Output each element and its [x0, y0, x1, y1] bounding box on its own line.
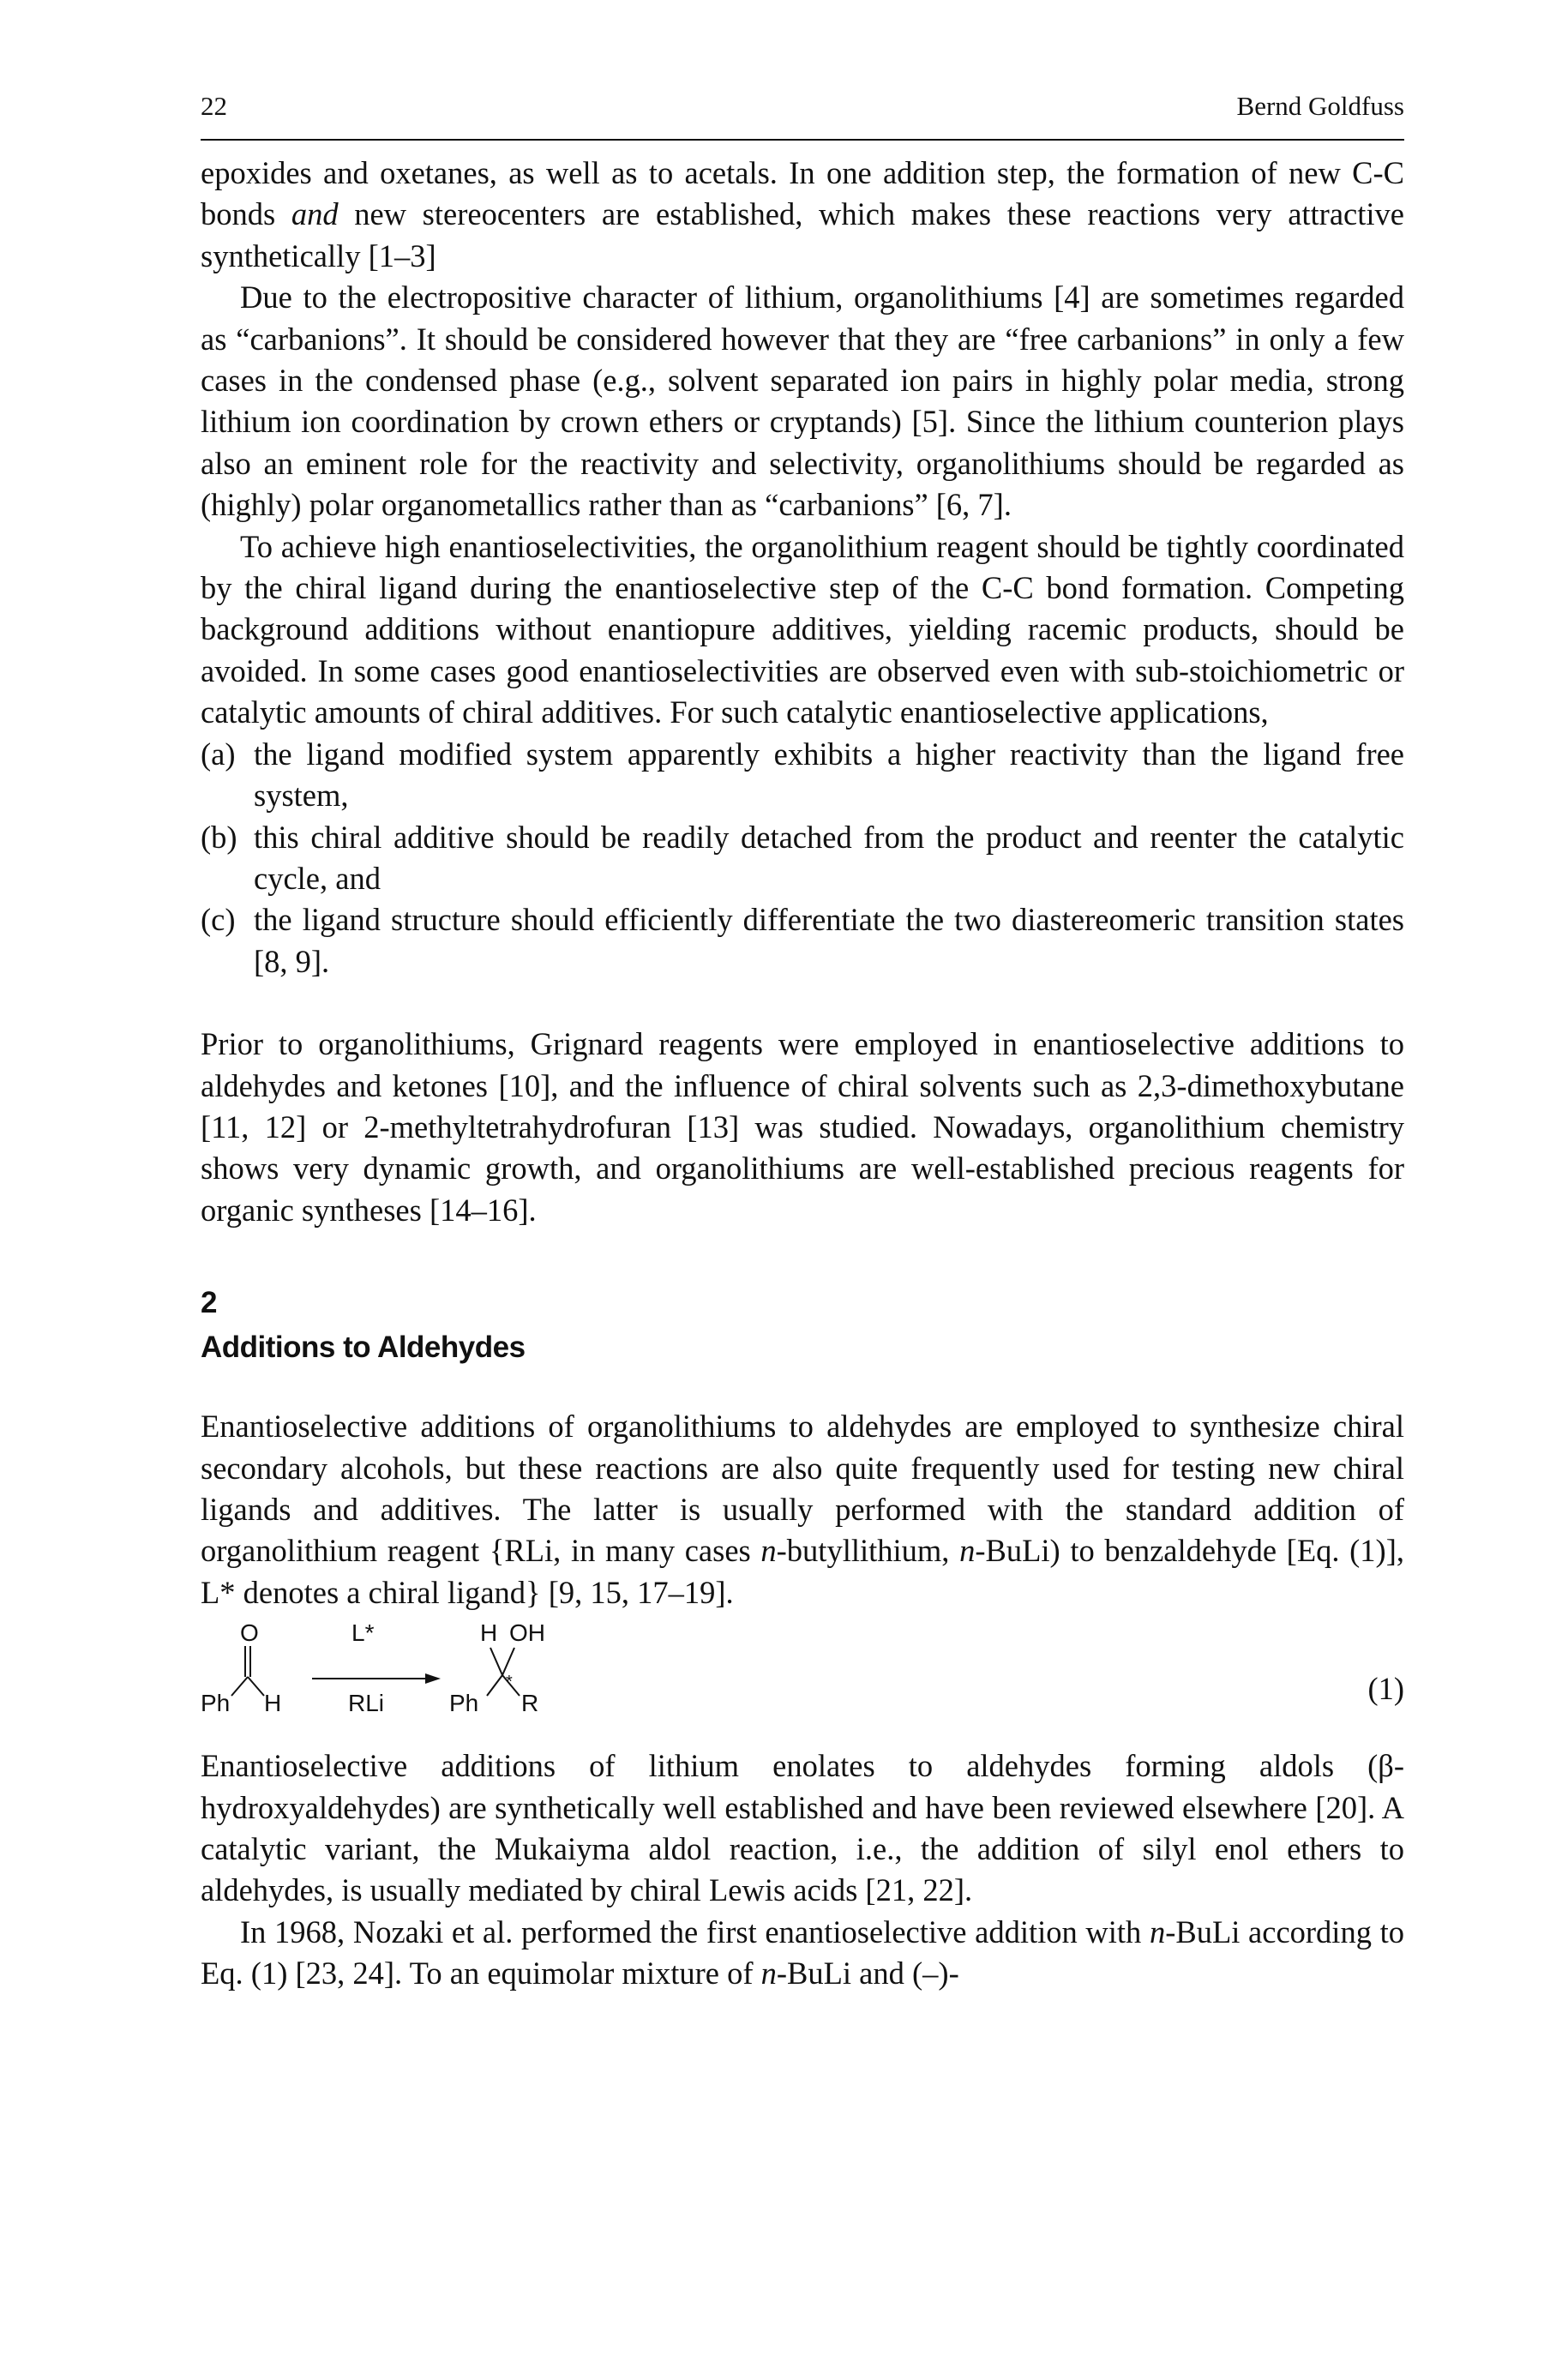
product-oh-label: OH	[509, 1619, 545, 1647]
equation-1	[201, 1617, 1404, 1745]
product-h-label: H	[480, 1619, 498, 1647]
paragraph-5: Enantioselective additions of organolithiums to aldehydes are employed to synthesize chiral secondary alcohols, but these reactions are also quite frequently used for testing new chiral ligands and additives. The latter is usually performed with the standard addition of organolithium reagent {RLi, in many cases n-butyllithium, n-BuLi) to benzaldehyde [Eq. (1)], L* denotes a chiral ligand} [9, 15, 17–19].	[201, 1409, 1404, 1610]
paragraph-3: To achieve high enantioselectivities, the organolithium reagent should be tightly coordinated by the chiral ligand during the enantioselective step of the C-C bond formation. Competing background additions without enantiopure additives, yielding racemic products, should be avoided. In some cases good enantioselectivities are observed even with sub-stoichiometric or catalytic amounts of chiral additives. For such catalytic enantioselective applications,	[201, 528, 1404, 730]
list-item	[201, 899, 1404, 982]
reactant-ph-label: Ph	[201, 1690, 231, 1717]
paragraph-6: Enantioselective additions of lithium enolates to aldehydes forming aldols (β-hydroxyaldehydes) are synthetically well established and have been reviewed elsewhere [20]. A catalytic variant, the Mukaiyma aldol reaction, i.e., the addition of silyl enol ethers to aldehydes, is usually mediated by chiral Lewis acids [21, 22].	[201, 1748, 1404, 1908]
list-item-text: the ligand structure should efficiently differentiate the two diastereomeric transition states [8, 9].	[254, 902, 1404, 979]
page-number: 22	[201, 91, 227, 121]
section-title: Additions to Aldehydes	[201, 1331, 526, 1365]
list-item	[201, 817, 1404, 900]
running-head	[201, 86, 1404, 134]
paragraph-7: In 1968, Nozaki et al. performed the first enantioselective addition with n-BuLi according to Eq. (1) [23, 24]. To an equimolar mixture of n-BuLi and (–)-	[201, 1913, 1404, 1992]
stereocenter-star: *	[506, 1673, 513, 1692]
list-item-text: this chiral additive should be readily detached from the product and reenter the catalytic cycle, and	[254, 819, 1404, 896]
running-head-author: Bernd Goldfuss	[1236, 91, 1404, 121]
reaction-scheme	[201, 1617, 681, 1745]
paragraph-4: Prior to organolithiums, Grignard reagents were employed in enantioselective additions to aldehydes and ketones [10], and the influence of chiral solvents such as 2,3-dimethoxybutane [11, 12] or 2-methyltetrahydrofuran [13] was studied. Nowadays, organolithium chemistry shows very dynamic growth, and organolithiums are well-established precious reagents for organic syntheses [14–16].	[201, 1026, 1404, 1228]
equation-number: (1)	[1367, 1671, 1404, 1707]
list-marker: (b)	[201, 819, 237, 855]
list-marker: (a)	[201, 736, 236, 772]
product-ph-label: Ph	[449, 1690, 479, 1717]
list-item	[201, 734, 1404, 817]
reactant-h-label: H	[264, 1690, 282, 1717]
section-number: 2	[201, 1286, 217, 1320]
reactant-oxygen-label: O	[240, 1619, 259, 1647]
paragraph-1: epoxides and oxetanes, as well as to acetals. In one addition step, the formation of new C-C bonds and new stereocenters are established, which makes these reactions very attractive synthetically [1–3]	[201, 155, 1404, 273]
reagent-rli-label: RLi	[348, 1690, 385, 1717]
paragraph-2: Due to the electropositive character of lithium, organolithiums [4] are sometimes regarded as “carbanions”. It should be considered however that they are “free carbanions” in only a few cases in the condensed phase (e.g., solvent separated ion pairs in highly polar media, strong lithium ion coordination by crown ethers or cryptands) [5]. Since the lithium counterion plays also an eminent role for the reactivity and selectivity, organolithiums should be regarded as (highly) polar organometallics rather than as “carbanions” [6, 7].	[201, 279, 1404, 523]
reagent-ligand-label: L*	[351, 1619, 375, 1647]
reaction-arrowhead	[425, 1673, 441, 1684]
product-r-label: R	[521, 1690, 539, 1717]
list-item-text: the ligand modified system apparently exhibits a higher reactivity than the ligand free system,	[254, 736, 1404, 814]
page	[201, 86, 1404, 1995]
header-rule	[201, 139, 1404, 141]
list-marker: (c)	[201, 902, 236, 938]
body-text	[201, 153, 1404, 1995]
section-heading	[201, 1281, 1404, 1370]
